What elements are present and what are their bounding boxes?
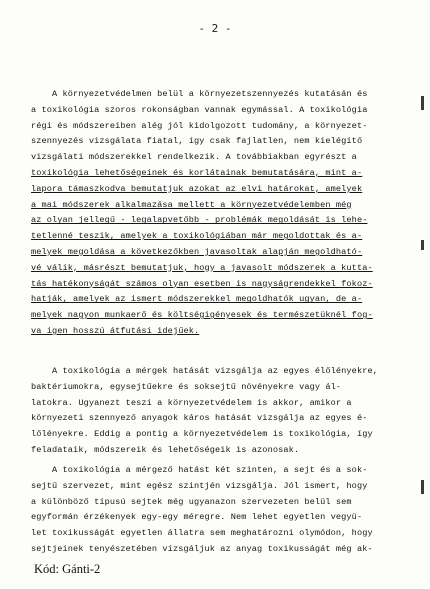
code-label: Kód: Gánti-2 [34,562,101,576]
text-line: sejtű szervezet, mint egész szintjén vizsgálja. Jól ismert, hogy [31,480,368,491]
text-line: lapora támaszkodva bemutatjuk azokat az elvi határokat, amelyek [31,183,363,194]
text-line: egyformán érzékenyek egy-egy méregre. Nem lehet egyetlen vegyü- [31,512,363,523]
text-line: A környezetvédelmen belül a környezetszennyezés kutatásán és [31,89,368,99]
text-line: régi és módszereiben alég jól kidolgozott tudomány, a környezet- [31,120,368,131]
text-line: vizsgálati módszerekkel rendelkezik. A továbbiakban egyrészt a [31,152,357,163]
text-line: hatják, amelyek az ismert módszerekkel megoldhatók ugyan, de a- [31,294,363,305]
margin-mark [421,96,424,110]
text-line: a különböző típusú sejtek még ugyanazon szervezeten belül sem [31,496,352,507]
page-number: - 2 - [198,22,232,35]
text-line: tás hatékonyságát számos olyan esetben is nagyságrendekkel fokoz- [31,278,373,289]
text-line: melyek megoldása a következőkben javasoltak alapján megoldható- [31,247,363,257]
text-line: az olyan jellegű - legalapvetőbb - problémák megoldását is lehe- [31,215,368,226]
margin-mark [421,480,424,494]
text-line: melyek nagyon munkaerő és költségigényesek és természetüknél fog- [31,310,373,321]
text-line: sejtjeinek tenyészetében vizsgáljuk az anyag toxikusságát még ak- [31,544,373,554]
text-line: let toxikusságát egyetlen állatra sem meghatározni olymódon, hogy [31,528,373,539]
text-line: vé válik, másrészt bemutatjuk, hogy a javasolt módszerek a kutta- [31,262,373,273]
text-line: A toxikológia a mérgező hatást két szinten, a sejt és a sok- [31,465,368,475]
text-line: környezeti szennyező anyagok káros hatását vizsgálja az egyes é- [31,413,368,424]
text-line: toxikológia lehetőségeinek és korlátainak bemutatására, mint a- [31,168,363,178]
text-line: feladataik, módszereik és lehetőségeik is azonosak. [31,445,300,455]
text-line: A toxikológia a mérgek hatását vizsgálja az egyes élőlényekre, [31,366,378,376]
text-line: a mai módszerek alkalmazása mellett a környezetvédelemben még [31,199,352,210]
text-line: a toxikológia szoros rokonságban vannak egymással. A toxikológia [31,104,368,115]
text-line: tetlenné teszik, amelyek a toxikológiában már megoldottak és a- [31,231,363,242]
margin-mark [421,240,424,250]
text-line: szennyezés vizsgálata fiatal, így csak fajlatlen, nem kielégítő [31,136,363,147]
text-line: va igen hosszú átfutási idejűek. [31,326,200,336]
text-line: baktériumokra, egysejtűekre és soksejtű növényekre vagy ál- [31,381,342,392]
text-line: lőlényekre. Eddig a pontig a környezetvédelem is toxikológia, így [31,429,373,440]
text-line: latokra. Ugyanezt teszi a környezetvédelem is akkor, amikor a [31,397,352,408]
